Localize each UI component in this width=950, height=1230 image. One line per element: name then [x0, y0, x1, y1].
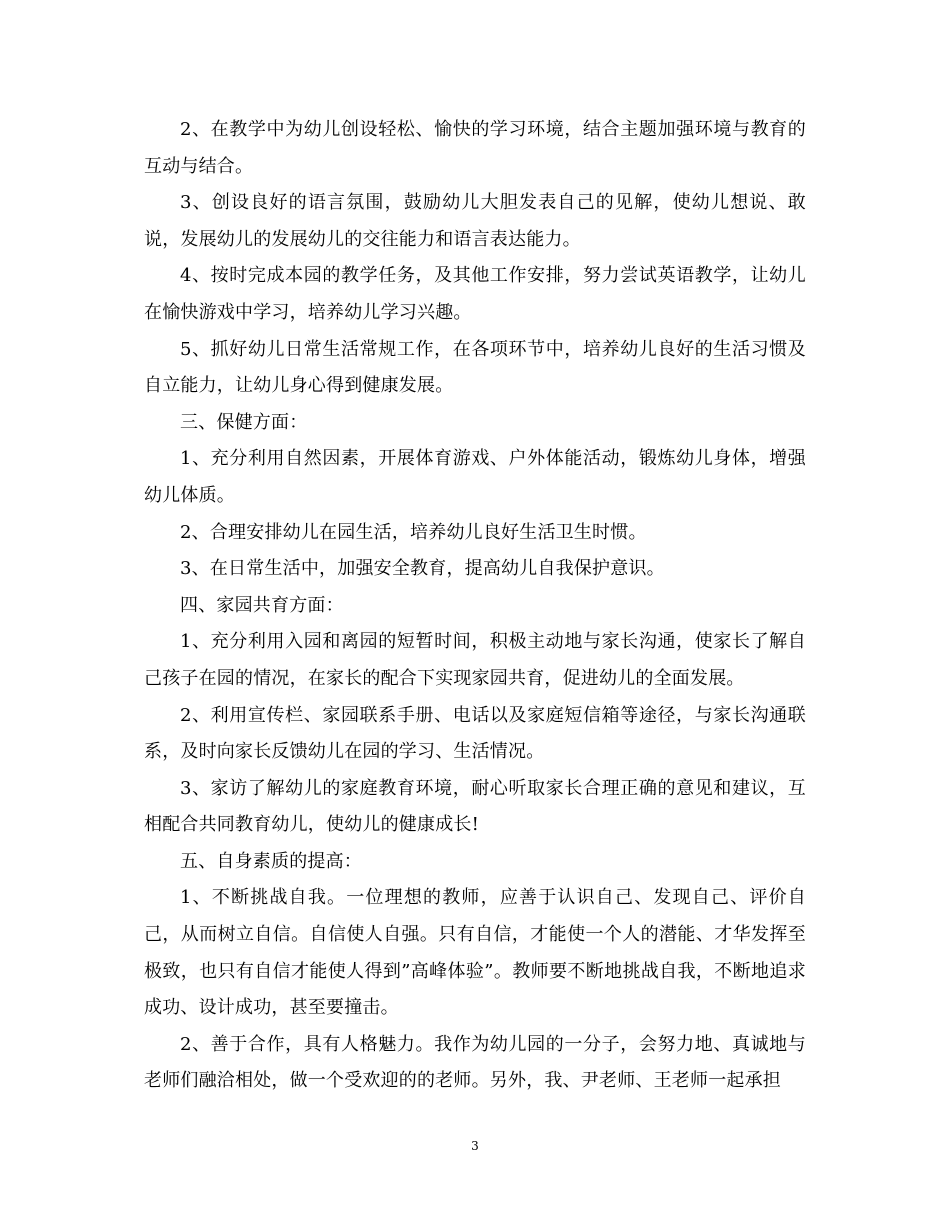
paragraph-5: 1、充分利用自然因素，开展体育游戏、户外体能活动，锻炼幼儿身体，增强幼儿体质。: [144, 448, 806, 506]
section-heading-health: 三、保健方面：: [180, 411, 308, 433]
paragraph-10: 3、家访了解幼儿的家庭教育环境，耐心听取家长合理正确的意见和建议，互相配合共同教育幼儿，使幼儿的健康成长!: [144, 777, 806, 836]
paragraph-7: 3、在日常生活中，加强安全教育，提高幼儿自我保护意识。: [180, 558, 665, 580]
paragraph-8: 1、充分利用入园和离园的短暂时间，积极主动地与家长沟通，使家长了解自己孩子在园的情况，在家长的配合下实现家园共育，促进幼儿的全面发展。: [144, 631, 806, 689]
paragraph-1: 2、在教学中为幼儿创设轻松、愉快的学习环境，结合主题加强环境与教育的互动与结合。: [144, 119, 806, 177]
paragraph-11: 1、不断挑战自我。一位理想的教师，应善于认识自己、发现自己、评价自己，从而树立自信。自信使人自强。只有自信，才能使一个人的潜能、才华发挥至极致，也只有自信才能使人得到”高峰体验”。教师要不断地挑战自我，不断地追求成功、设计成功，甚至要撞击。: [144, 887, 806, 1019]
document-body: [144, 112, 806, 1100]
paragraph-4: 5、抓好幼儿日常生活常规工作，在各项环节中，培养幼儿良好的生活习惯及自立能力，让幼儿身心得到健康发展。: [144, 338, 806, 397]
section-heading-self-improvement: 五、自身素质的提高：: [180, 850, 362, 872]
paragraph-9: 2、利用宣传栏、家园联系手册、电话以及家庭短信箱等途径，与家长沟通联系，及时向家长反馈幼儿在园的学习、生活情况。: [144, 704, 806, 763]
paragraph-12: 2、善于合作，具有人格魅力。我作为幼儿园的一分子，会努力地、真诚地与老师们融洽相处，做一个受欢迎的的老师。另外，我、尹老师、王老师一起承担: [144, 1033, 806, 1092]
paragraph-2: 3、创设良好的语言氛围，鼓励幼儿大胆发表自己的见解，使幼儿想说、敢说，发展幼儿的发展幼儿的交往能力和语言表达能力。: [144, 192, 806, 250]
section-heading-home-school: 四、家园共育方面：: [180, 594, 344, 616]
paragraph-3: 4、按时完成本园的教学任务，及其他工作安排，努力尝试英语教学，让幼儿在愉快游戏中学习，培养幼儿学习兴趣。: [144, 265, 806, 323]
page-number: 3: [471, 1139, 479, 1153]
paragraph-6: 2、合理安排幼儿在园生活，培养幼儿良好生活卫生时惯。: [180, 521, 647, 543]
